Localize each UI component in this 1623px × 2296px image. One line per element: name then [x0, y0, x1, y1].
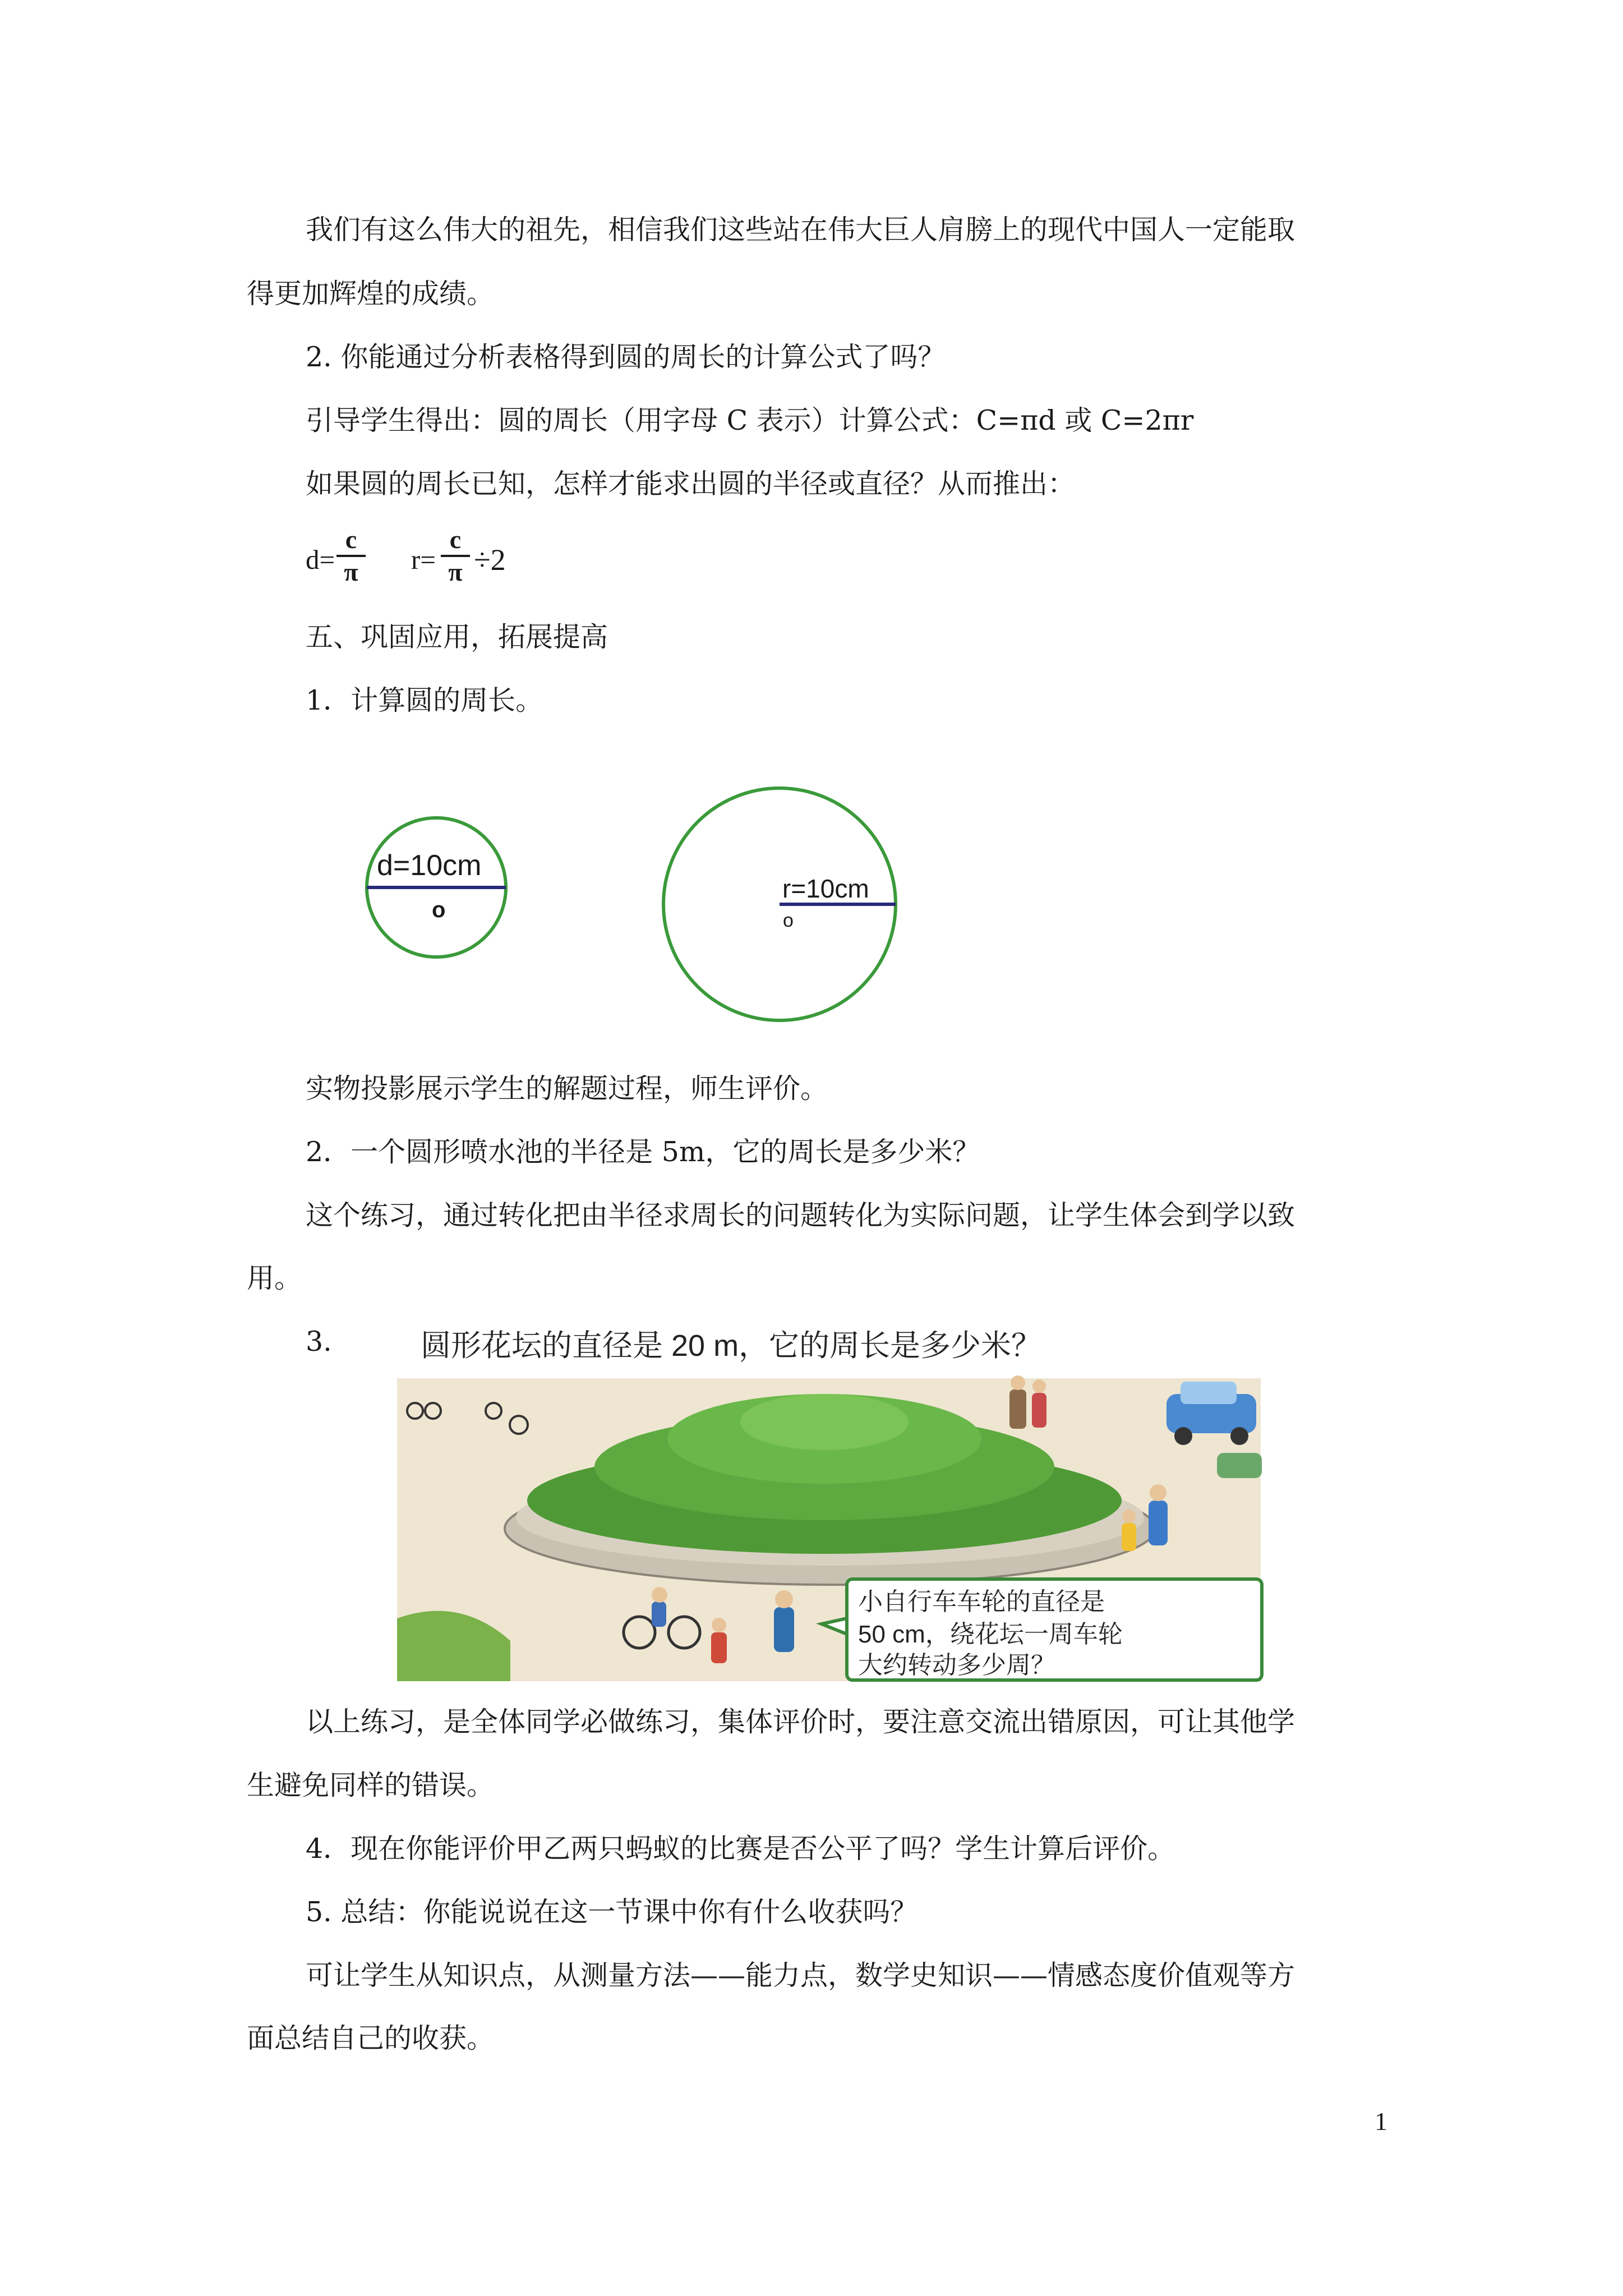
exercise-5-summary: 5. 总结：你能说说在这一节课中你有什么收获吗？ — [306, 1896, 918, 1928]
derive-radius-diameter-text: 如果圆的周长已知，怎样才能求出圆的半径或直径？从而推出： — [306, 468, 1076, 500]
speech-bubble-line1: 小自行车车轮的直径是 — [858, 1588, 1105, 1616]
small-circle-label: d=10cm — [377, 849, 482, 882]
paragraph-practice-line2: 用。 — [247, 1262, 302, 1294]
speech-bubble-line3: 大约转动多少周？ — [858, 1651, 1055, 1679]
child-icon — [711, 1618, 727, 1663]
exercise-2-fountain: 2．一个圆形喷水池的半径是 5m，它的周长是多少米？ — [306, 1136, 980, 1168]
small-circle-center-label: o — [432, 898, 446, 922]
paragraph-projection: 实物投影展示学生的解题过程，师生评价。 — [306, 1073, 828, 1105]
small-circle-diagram — [367, 818, 506, 957]
formula-r-label: r= — [411, 544, 436, 575]
page-number: 1 — [1375, 2107, 1387, 2136]
section-heading-consolidate: 五、巩固应用，拓展提高 — [306, 621, 608, 653]
paragraph-ancestors-line1: 我们有这么伟大的祖先，相信我们这些站在伟大巨人肩膀上的现代中国人一定能取 — [306, 214, 1295, 246]
illustration-title: 圆形花坛的直径是 20 m，它的周长是多少米？ — [421, 1329, 1042, 1363]
car-small-icon — [1217, 1453, 1262, 1478]
exercise-1-title: 1．计算圆的周长。 — [306, 684, 543, 716]
formula-d-denominator: π — [344, 558, 358, 586]
formula-d-fraction — [336, 524, 366, 587]
circumference-formula-text: 引导学生得出：圆的周长（用字母 C 表示）计算公式：C=πd 或 C=2πr — [306, 404, 1194, 436]
exercise-4-ants: 4．现在你能评价甲乙两只蚂蚁的比赛是否公平了吗？学生计算后评价。 — [306, 1833, 1175, 1865]
person-icon — [774, 1590, 794, 1652]
paragraph-practice-line1: 这个练习，通过转化把由半径求周长的问题转化为实际问题，让学生体会到学以致 — [306, 1199, 1295, 1231]
question-formula-from-table: 2. 你能通过分析表格得到圆的周长的计算公式了吗？ — [306, 341, 946, 373]
large-circle-label: r=10cm — [782, 874, 869, 903]
formula-d-numerator: c — [345, 525, 357, 554]
flowerbed-illustration — [393, 1327, 1267, 1686]
paragraph-reflection-line1: 可让学生从知识点，从测量方法——能力点，数学史知识——情感态度价值观等方 — [306, 1959, 1295, 1991]
large-circle-center-label: o — [783, 910, 794, 931]
formula-r-fraction — [441, 524, 470, 587]
paragraph-ancestors-line2: 得更加辉煌的成绩。 — [247, 278, 495, 310]
paragraph-reflection-line2: 面总结自己的收获。 — [247, 2022, 495, 2054]
speech-bubble — [822, 1579, 1262, 1680]
paragraph-summary-eval-line2: 生避免同样的错误。 — [247, 1769, 495, 1801]
formula-r-numerator: c — [449, 525, 462, 554]
formula-r-suffix: ÷2 — [474, 543, 506, 577]
formula-d-label: d= — [306, 544, 335, 575]
paragraph-summary-eval-line1: 以上练习，是全体同学必做练习，集体评价时，要注意交流出错原因，可让其他学 — [306, 1706, 1295, 1738]
formula-r-denominator: π — [448, 558, 463, 586]
flowerbed-crown — [740, 1394, 909, 1450]
large-circle-diagram — [663, 788, 896, 1020]
circles-figure — [348, 780, 909, 1038]
exercise-3-number: 3. — [306, 1326, 332, 1358]
speech-bubble-line2: 50 cm，绕花坛一周车轮 — [858, 1621, 1123, 1648]
